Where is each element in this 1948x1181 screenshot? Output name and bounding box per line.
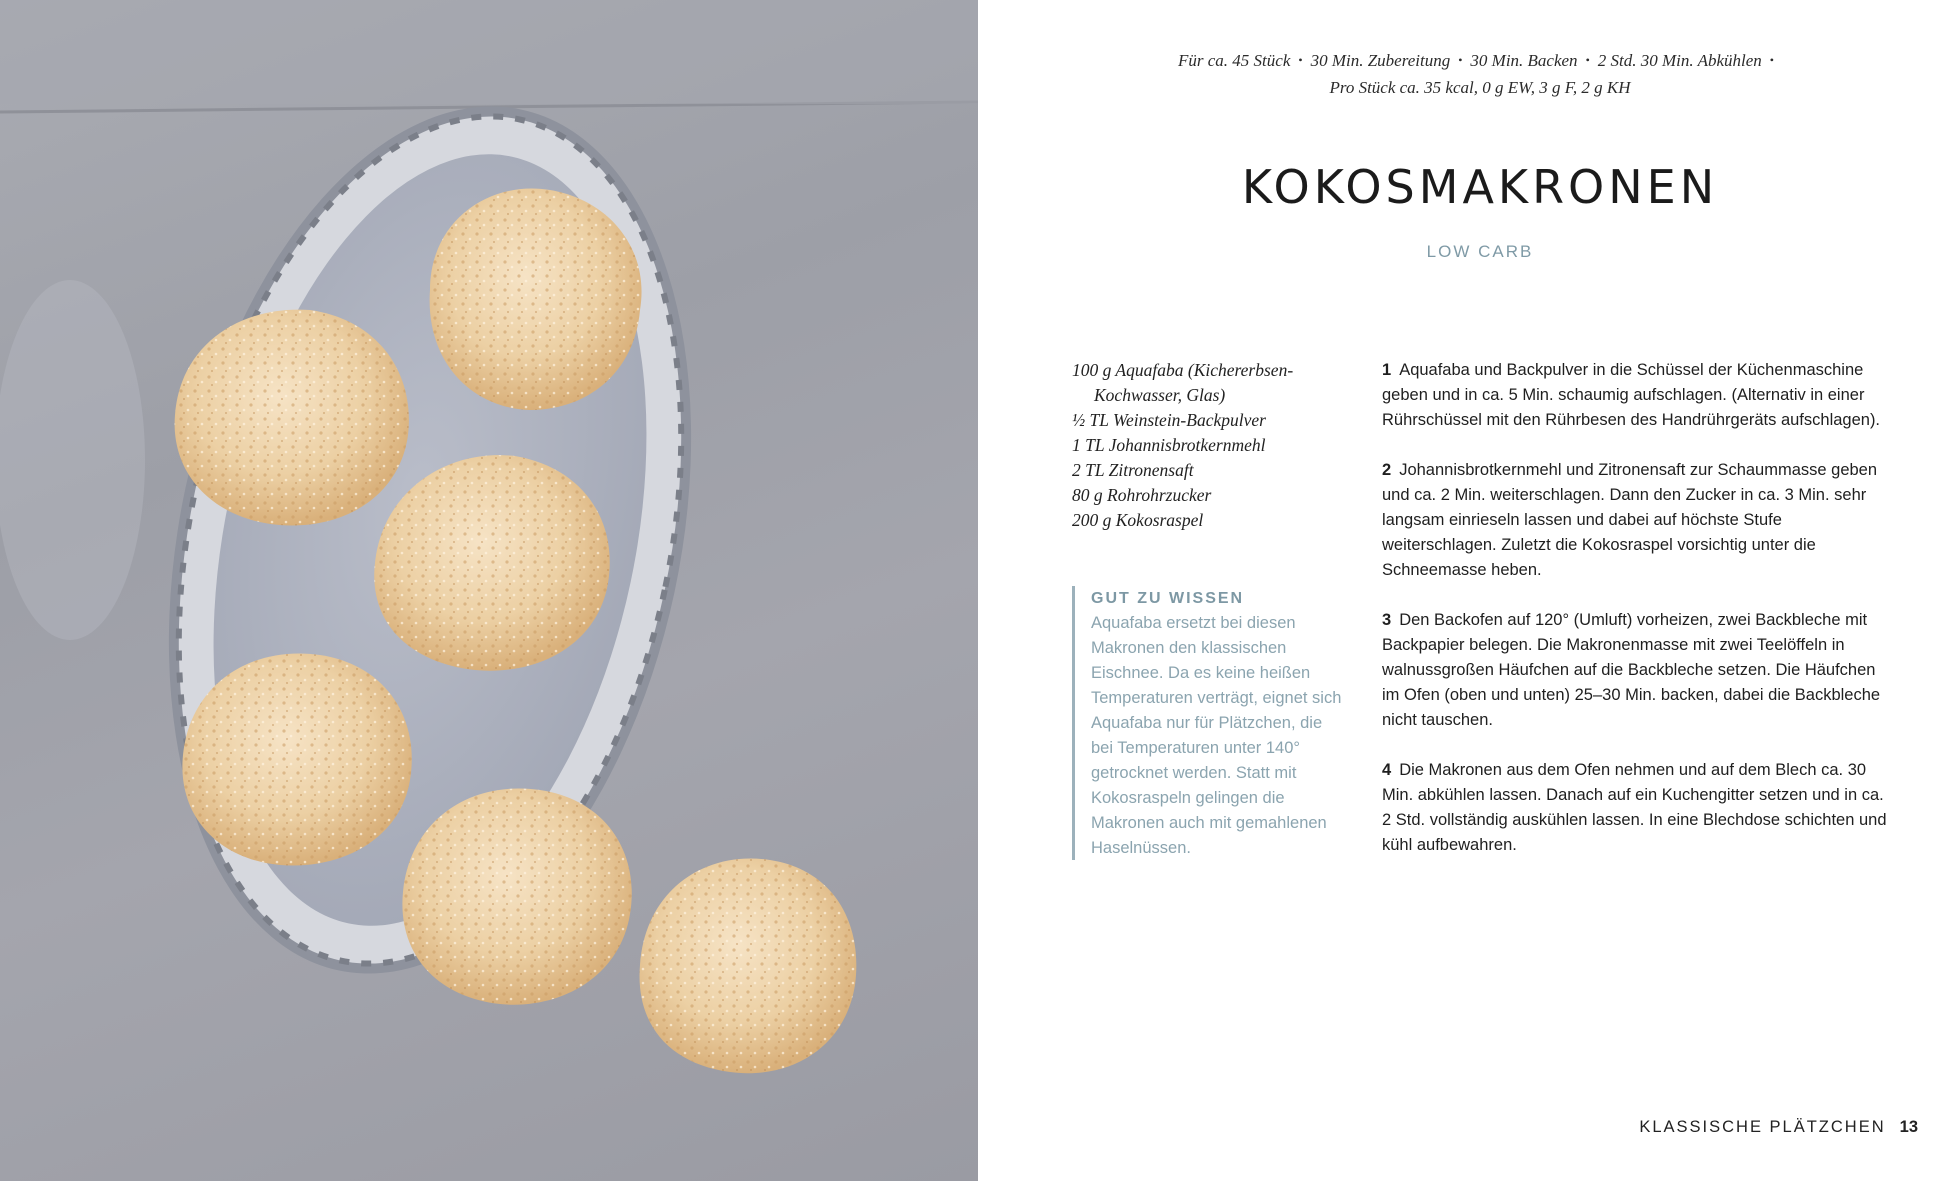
- step-text: Johannisbrotkernmehl und Zitronensaft zur Schaummasse geben und ca. 2 Min. weiterschlagen. Dann den Zucker in ca. 3 Min. sehr langsam einrieseln lassen und dabei auf höchste Stufe weiterschlagen. Zuletzt die Kokosraspel vorsichtig unter die Schneemasse heben.: [1382, 461, 1878, 579]
- prep-time: 30 Min. Zubereitung: [1310, 51, 1451, 70]
- separator: •: [1458, 53, 1463, 67]
- ingredient-item: 2 TL Zitronensaft: [1072, 460, 1194, 480]
- macaroon: [430, 188, 642, 410]
- macaroon: [182, 653, 411, 865]
- page-footer: [1639, 1118, 1918, 1137]
- meta-line-1: [1060, 48, 1900, 75]
- tip-text: Aquafaba ersetzt bei diesen Makronen den klassischen Eischnee. Da es keine heißen Temperaturen verträgt, eignet sich Aquafaba nur für Plätzchen, die bei Temperaturen unter 140° getrocknet werden. Statt mit Kokosraspeln gelingen die Makronen auch mit gemahlenen Haselnüssen.: [1091, 614, 1342, 857]
- ingredient-item: 1 TL Johannisbrotkernmehl: [1072, 435, 1266, 455]
- step-number: 4: [1382, 761, 1392, 779]
- section-name: KLASSISCHE PLÄTZCHEN: [1639, 1118, 1886, 1136]
- recipe-meta: [1060, 48, 1900, 101]
- step-item: [1382, 358, 1892, 433]
- servings: Für ca. 45 Stück: [1178, 51, 1291, 70]
- step-text: Den Backofen auf 120° (Umluft) vorheizen, zwei Backbleche mit Backpapier belegen. Die Makronenmasse mit zwei Teelöffeln in walnussgroßen Häufchen auf die Backbleche setzen. Die Häufchen im Ofen (oben und unten) 25–30 Min. backen, dabei die Backbleche nicht tauschen.: [1382, 611, 1881, 729]
- step-text: Aquafaba und Backpulver in die Schüssel der Küchenmaschine geben und in ca. 5 Min. schaumig aufschlagen. (Alternativ in einer Rührschüssel mit den Rührbesen des Handrührgeräts aufschlagen).: [1382, 361, 1881, 429]
- cool-time: 2 Std. 30 Min. Abkühlen: [1597, 51, 1762, 70]
- step-list: [1382, 358, 1892, 883]
- separator: •: [1585, 53, 1590, 67]
- step-item: [1382, 758, 1892, 858]
- recipe-title: KOKOSMAKRONEN: [1241, 160, 1719, 214]
- ingredient-item: 200 g Kokosraspel: [1072, 510, 1204, 530]
- ingredient-item: 100 g Aquafaba (Kichererbsen-Kochwasser, Glas): [1072, 360, 1294, 405]
- step-text: Die Makronen aus dem Ofen nehmen und auf dem Blech ca. 30 Min. abkühlen lassen. Danach auf ein Kuchengitter setzen und in ca. 2 Std. vollständig auskühlen lassen. In eine Blechdose schichten und kühl aufbewahren.: [1382, 761, 1887, 854]
- bake-time: 30 Min. Backen: [1470, 51, 1578, 70]
- macaroon: [402, 788, 631, 1004]
- ingredient-item: 80 g Rohrohrzucker: [1072, 485, 1212, 505]
- tip-title: GUT ZU WISSEN: [1091, 590, 1245, 607]
- step-number: 1: [1382, 361, 1392, 379]
- macaroon: [175, 310, 409, 526]
- ingredient-item: ½ TL Weinstein-Backpulver: [1072, 410, 1266, 430]
- nutrition-info: Pro Stück ca. 35 kcal, 0 g EW, 3 g F, 2 g KH: [1329, 78, 1631, 97]
- step-item: [1382, 458, 1892, 583]
- separator: •: [1769, 53, 1774, 67]
- separator: •: [1298, 53, 1303, 67]
- step-number: 3: [1382, 611, 1392, 629]
- recipe-subtitle: LOW CARB: [1426, 242, 1534, 261]
- macaroon: [640, 858, 857, 1073]
- step-item: [1382, 608, 1892, 733]
- page-number: 13: [1899, 1118, 1918, 1136]
- tip-box: [1072, 586, 1342, 860]
- ingredient-list: [1072, 358, 1342, 533]
- step-number: 2: [1382, 461, 1392, 479]
